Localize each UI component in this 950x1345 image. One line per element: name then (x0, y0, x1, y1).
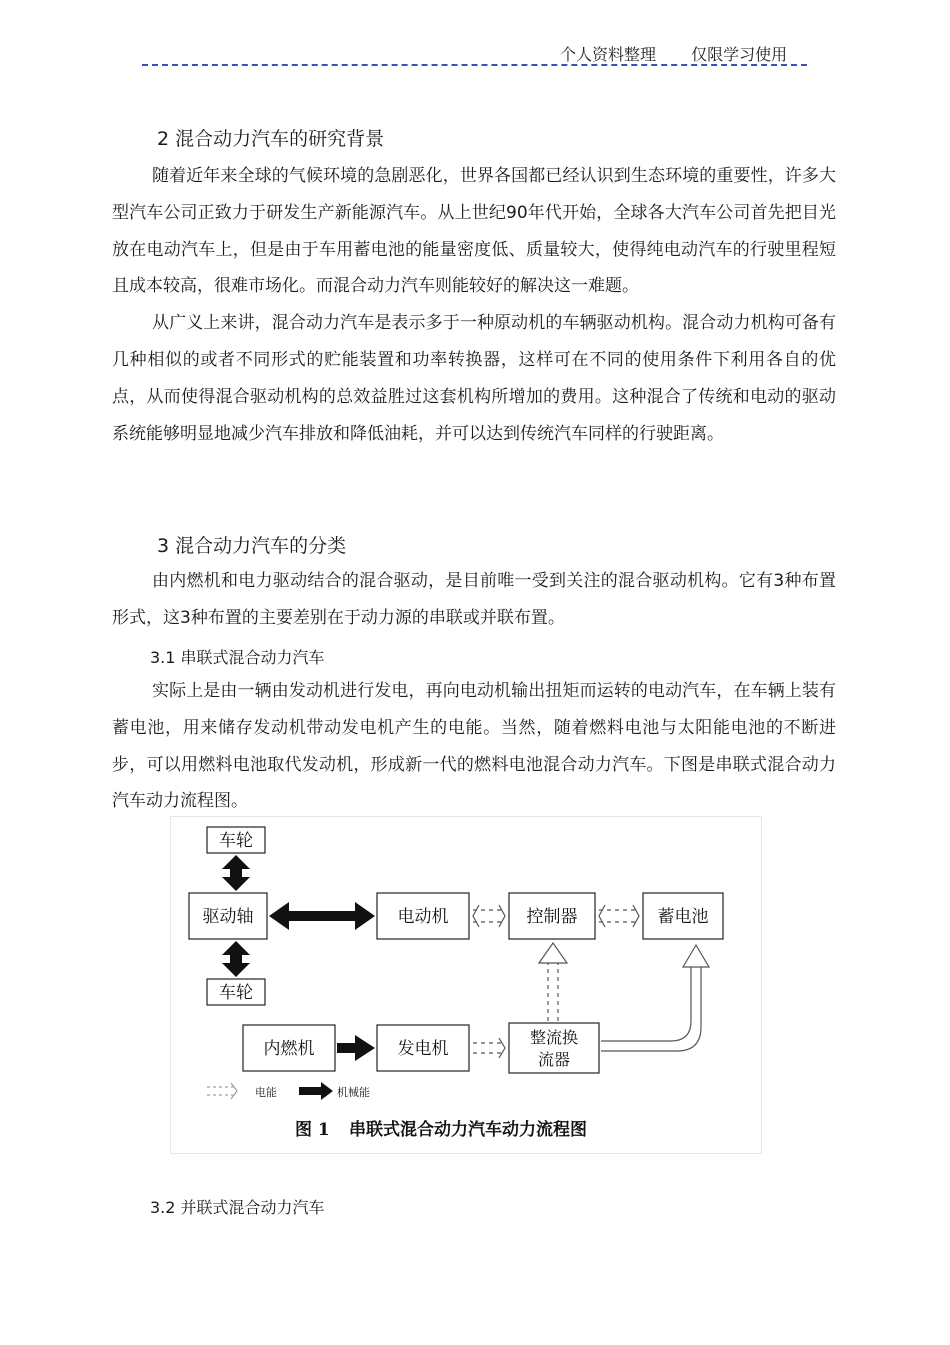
legend-electric-label: 电能 (255, 1086, 277, 1099)
controller-label: 控制器 (526, 907, 578, 927)
section-3-2-heading: 3.2 并联式混合动力汽车 (150, 1198, 325, 1217)
section-2-body (112, 158, 836, 452)
header-right-text: 仅限学习使用 (691, 45, 788, 64)
rectifier-label-line-1: 整流换 (529, 1028, 579, 1047)
legend-mechanical-label: 机械能 (337, 1086, 370, 1099)
drive-shaft-label: 驱动轴 (202, 907, 254, 927)
section-2-heading: 2 混合动力汽车的研究背景 (157, 128, 385, 150)
wheel-bottom-double-arrow (222, 941, 250, 977)
page-header (560, 42, 787, 65)
figure-legend (207, 1082, 370, 1100)
wheel-top-label: 车轮 (219, 831, 253, 851)
header-rule (142, 64, 807, 66)
header-left-text: 个人资料整理 (560, 45, 657, 64)
section-3-body (112, 563, 836, 637)
section-3-1-body (112, 673, 836, 820)
engine-generator-arrow (337, 1035, 375, 1061)
battery-label: 蓄电池 (657, 907, 709, 927)
section-3-1-paragraph-1: 实际上是由一辆由发动机进行发电，再向电动机输出扭矩而运转的电动汽车，在车辆上装有蓄电池，用来储存发动机带动发电机产生的电能。当然，随着燃料电池与太阳能电池的不断进步，可以用燃料电池取代发动机，形成新一代的燃料电池混合动力汽车。下图是串联式混合动力汽车动力流程图。 (112, 681, 836, 812)
motor-label: 电动机 (397, 907, 449, 927)
rectifier-label-line-2: 流器 (537, 1050, 571, 1069)
section-3-1-heading: 3.1 串联式混合动力汽车 (150, 648, 325, 667)
figure-caption-text: 串联式混合动力汽车动力流程图 (349, 1120, 587, 1140)
section-3-heading: 3 混合动力汽车的分类 (157, 535, 347, 557)
figure-caption-number: 图 1 (295, 1120, 330, 1140)
generator-label: 发电机 (397, 1039, 449, 1059)
section-3-paragraph-1: 由内燃机和电力驱动结合的混合驱动，是目前唯一受到关注的混合驱动机构。它有3种布置形式，这3种布置的主要差别在于动力源的串联或并联布置。 (112, 571, 836, 628)
shaft-motor-double-arrow (269, 902, 375, 930)
wheel-top-double-arrow (222, 855, 250, 891)
section-2-paragraph-2: 从广义上来讲，混合动力汽车是表示多于一种原动机的车辆驱动机构。混合动力机构可备有几种相似的或者不同形式的贮能装置和功率转换器，这样可在不同的使用条件下利用各自的优点，从而使得混合驱动机构的总效益胜过这套机构所增加的费用。这种混合了传统和电动的驱动系统能够明显地减少汽车排放和降低油耗，并可以达到传统汽车同样的行驶距离。 (112, 313, 836, 444)
figure-1-diagram (171, 817, 761, 1153)
wheel-bottom-label: 车轮 (219, 983, 253, 1003)
legend-mechanical-icon (299, 1082, 333, 1100)
figure-1 (170, 816, 762, 1154)
section-2-paragraph-1: 随着近年来全球的气候环境的急剧恶化，世界各国都已经认识到生态环境的重要性，许多大型汽车公司正致力于研发生产新能源汽车。从上世纪90年代开始，全球各大汽车公司首先把目光放在电动汽车上，但是由于车用蓄电池的能量密度低、质量较大，使得纯电动汽车的行驶里程短且成本较高，很难市场化。而混合动力汽车则能较好的解决这一难题。 (112, 166, 836, 297)
engine-label: 内燃机 (263, 1039, 315, 1059)
legend-electric-icon (207, 1083, 237, 1099)
